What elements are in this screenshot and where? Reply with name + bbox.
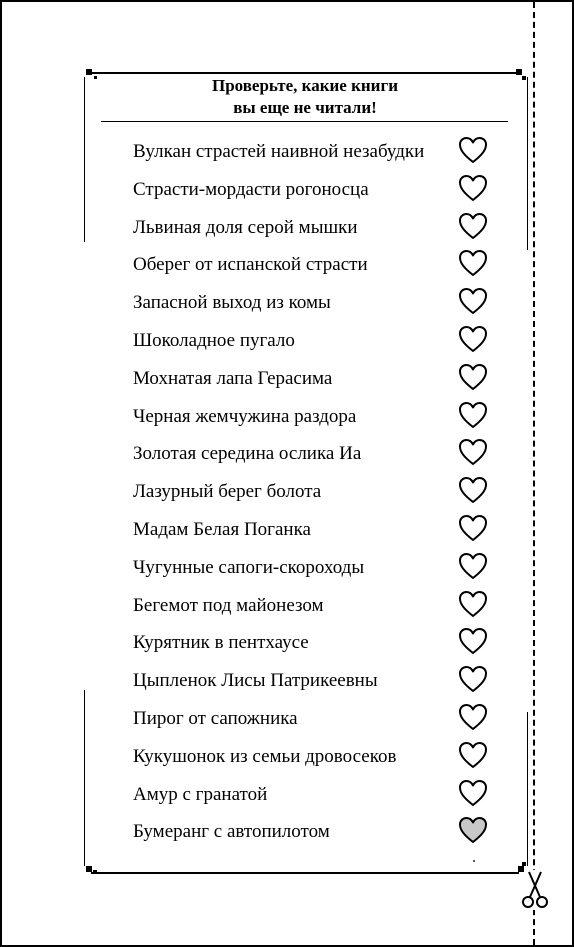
heart-icon[interactable]: [458, 590, 488, 618]
book-title: Бегемот под майонезом: [133, 594, 324, 616]
heart-icon[interactable]: [458, 476, 488, 504]
book-title: Золотая середина ослика Иа: [133, 443, 362, 465]
book-row: [133, 403, 493, 441]
book-row: [133, 516, 493, 554]
book-row: [133, 743, 493, 781]
heart-icon[interactable]: [458, 779, 488, 807]
book-title: Страсти-мордасти рогоносца: [133, 178, 369, 200]
heart-icon[interactable]: [458, 552, 488, 580]
heart-icon[interactable]: [458, 136, 488, 164]
heart-icon[interactable]: [458, 287, 488, 315]
cut-line: [533, 2, 535, 945]
book-row: [133, 629, 493, 667]
scissors-icon: [520, 870, 550, 910]
heart-icon[interactable]: [458, 212, 488, 240]
book-row: [133, 138, 493, 176]
heart-icon[interactable]: [458, 401, 488, 429]
book-row: [133, 592, 493, 630]
book-title: Курятник в пентхаусе: [133, 632, 309, 654]
heart-icon[interactable]: [458, 703, 488, 731]
heart-icon[interactable]: [458, 514, 488, 542]
heart-icon[interactable]: [458, 325, 488, 353]
heart-icon[interactable]: [458, 249, 488, 277]
title-divider: [101, 121, 508, 122]
book-title: Цыпленок Лисы Патрикеевны: [133, 670, 378, 692]
book-title: Лазурный берег болота: [133, 481, 322, 503]
book-title: Запасной выход из комы: [133, 292, 331, 314]
book-title: Бумеранг с автопилотом: [133, 821, 330, 843]
book-title: Шоколадное пугало: [133, 330, 295, 351]
book-row: [133, 440, 493, 478]
book-title: Кукушонок из семьи дровосеков: [133, 745, 397, 767]
book-title: Пирог от сапожника: [133, 708, 298, 729]
title-line-2: вы еще не читали!: [233, 98, 377, 117]
book-title: Чугунные сапоги-скороходы: [133, 556, 365, 578]
book-row: [133, 365, 493, 403]
heart-icon[interactable]: [458, 438, 488, 466]
book-row: [133, 327, 493, 365]
book-title: Львиная доля серой мышки: [133, 216, 358, 238]
heart-icon[interactable]: [458, 665, 488, 693]
stray-dot: [473, 860, 475, 862]
book-row: [133, 554, 493, 592]
book-row: [133, 251, 493, 289]
heart-filled-icon[interactable]: [458, 816, 488, 844]
book-row: [133, 781, 493, 819]
book-title: Амур с гранатой: [133, 783, 268, 805]
page-title: [150, 75, 460, 119]
book-row: [133, 705, 493, 743]
book-row: [133, 667, 493, 705]
book-title: Мадам Белая Поганка: [133, 519, 311, 540]
book-title: Черная жемчужина раздора: [133, 405, 357, 427]
book-title: Мохнатая лапа Герасима: [133, 367, 333, 389]
book-title: Вулкан страстей наивной незабудки: [133, 141, 425, 162]
title-line-1: Проверьте, какие книги: [212, 76, 398, 95]
book-title: Оберег от испанской страсти: [133, 254, 368, 276]
heart-icon[interactable]: [458, 741, 488, 769]
book-row: [133, 214, 493, 252]
book-row: [133, 478, 493, 516]
heart-icon[interactable]: [458, 174, 488, 202]
book-row: [133, 176, 493, 214]
heart-icon[interactable]: [458, 627, 488, 655]
book-row: [133, 818, 493, 856]
book-row: [133, 289, 493, 327]
heart-icon[interactable]: [458, 363, 488, 391]
